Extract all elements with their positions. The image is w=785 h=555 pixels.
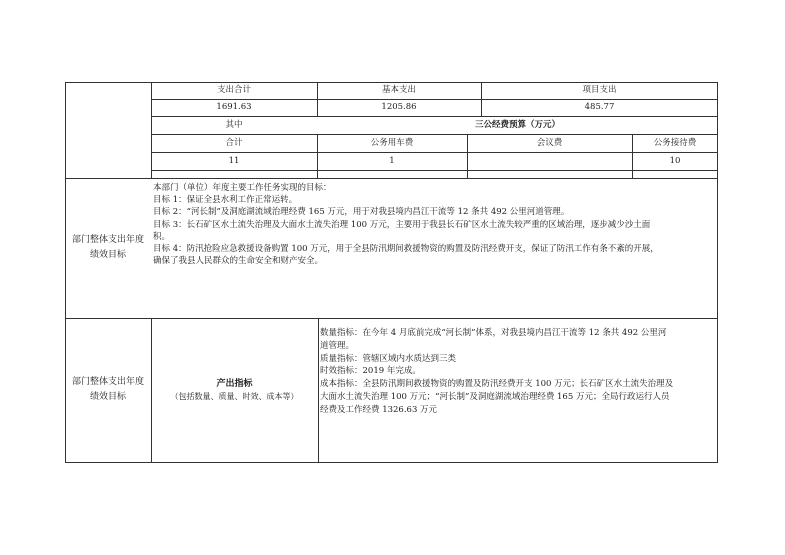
value-total-spending: 1691.63: [216, 102, 252, 112]
header-total-spending: 支出合计: [216, 85, 251, 95]
subheader-vehicle: 公务用车费: [370, 137, 414, 148]
col-rule: [318, 318, 319, 462]
section2-label: [65, 318, 151, 462]
section2-line: 数量指标：在今年 4 月底前完成“河长制”体系，对我县境内昌江干流等 12 条共 492 公里河: [320, 328, 667, 338]
header-project-spending: 项目支出: [582, 85, 617, 95]
section2-line: 道管理。: [320, 340, 355, 351]
subheader-reception: 公务接待费: [653, 137, 697, 148]
header-basic-spending: 基本支出: [381, 85, 416, 95]
section2-label-line: 绩效目标: [89, 392, 126, 402]
of-which-label: 其中: [225, 119, 243, 130]
section1-line: 目标 2：“河长制”及洞庭湖流域治理经费 165 万元，用于对我县境内昌江干流等 12 条共 492 公里河道管理。: [153, 207, 570, 218]
section1-line: 确保了我县人民群众的生命安全和财产安全。: [153, 256, 324, 267]
section1-line: 本部门（单位）年度主要工作任务实现的目标：: [153, 183, 332, 193]
three-public-title: 三公经费预算（万元）: [474, 119, 560, 130]
section2-line: 成本指标：全县防汛期间救援物资的购置及防汛经费开支 100 万元；长石矿区水土流失治理及: [320, 379, 674, 390]
section2-content: [320, 327, 716, 417]
section2-line: 大面水土流失治理 100 万元；“河长制”及洞庭湖流域治理经费 165 万元；全局行政运行人员: [320, 391, 670, 402]
subheader-total: 合计: [225, 137, 243, 148]
section2-label-line: 部门整体支出年度: [71, 377, 144, 387]
row-rule: [65, 178, 718, 179]
value-basic-spending: 1205.86: [381, 102, 417, 112]
section1-label-line: 绩效目标: [89, 250, 126, 260]
section1-line: 积。: [153, 231, 171, 242]
budget-table: [65, 82, 718, 462]
subvalue-reception: 10: [669, 155, 681, 166]
section1-content: [153, 182, 715, 267]
section1-label-line: 部门整体支出年度: [71, 235, 144, 245]
value-project-spending: 485.77: [584, 102, 615, 112]
output-indicator-title: 产出指标: [216, 379, 253, 389]
section1-line: 目标 3：长石矿区水土流失治理及大面水土流失治理 100 万元，主要用于我县长石矿区水土流失较严重的区域治理，逐步减少沙土面: [153, 219, 651, 230]
subheader-meeting: 会议费: [536, 137, 563, 148]
row-rule: [65, 462, 718, 463]
section2-line: 质量指标：管辖区域内水质达到三类: [320, 353, 457, 364]
section2-line: 经费及工作经费 1326.63 万元: [320, 404, 438, 415]
section1-line: 目标 4：防汛抢险应急救援设备购置 100 万元，用于全县防汛期间救援物资的购置及防汛经费开支，保证了防汛工作有条不紊的开展，: [153, 244, 659, 255]
section1-label: [65, 178, 151, 318]
output-indicator-cell: [151, 318, 318, 462]
subvalue-meeting: [467, 152, 632, 170]
section1-line: 目标 1：保证全县水利工作正常运转。: [153, 195, 298, 206]
section2-line: 时效指标：2019 年完成。: [320, 366, 421, 377]
subvalue-total: 11: [228, 155, 240, 166]
subvalue-vehicle: 1: [389, 155, 395, 166]
output-indicator-subtitle: （包括数量、质量、时效、成本等）: [170, 392, 299, 401]
